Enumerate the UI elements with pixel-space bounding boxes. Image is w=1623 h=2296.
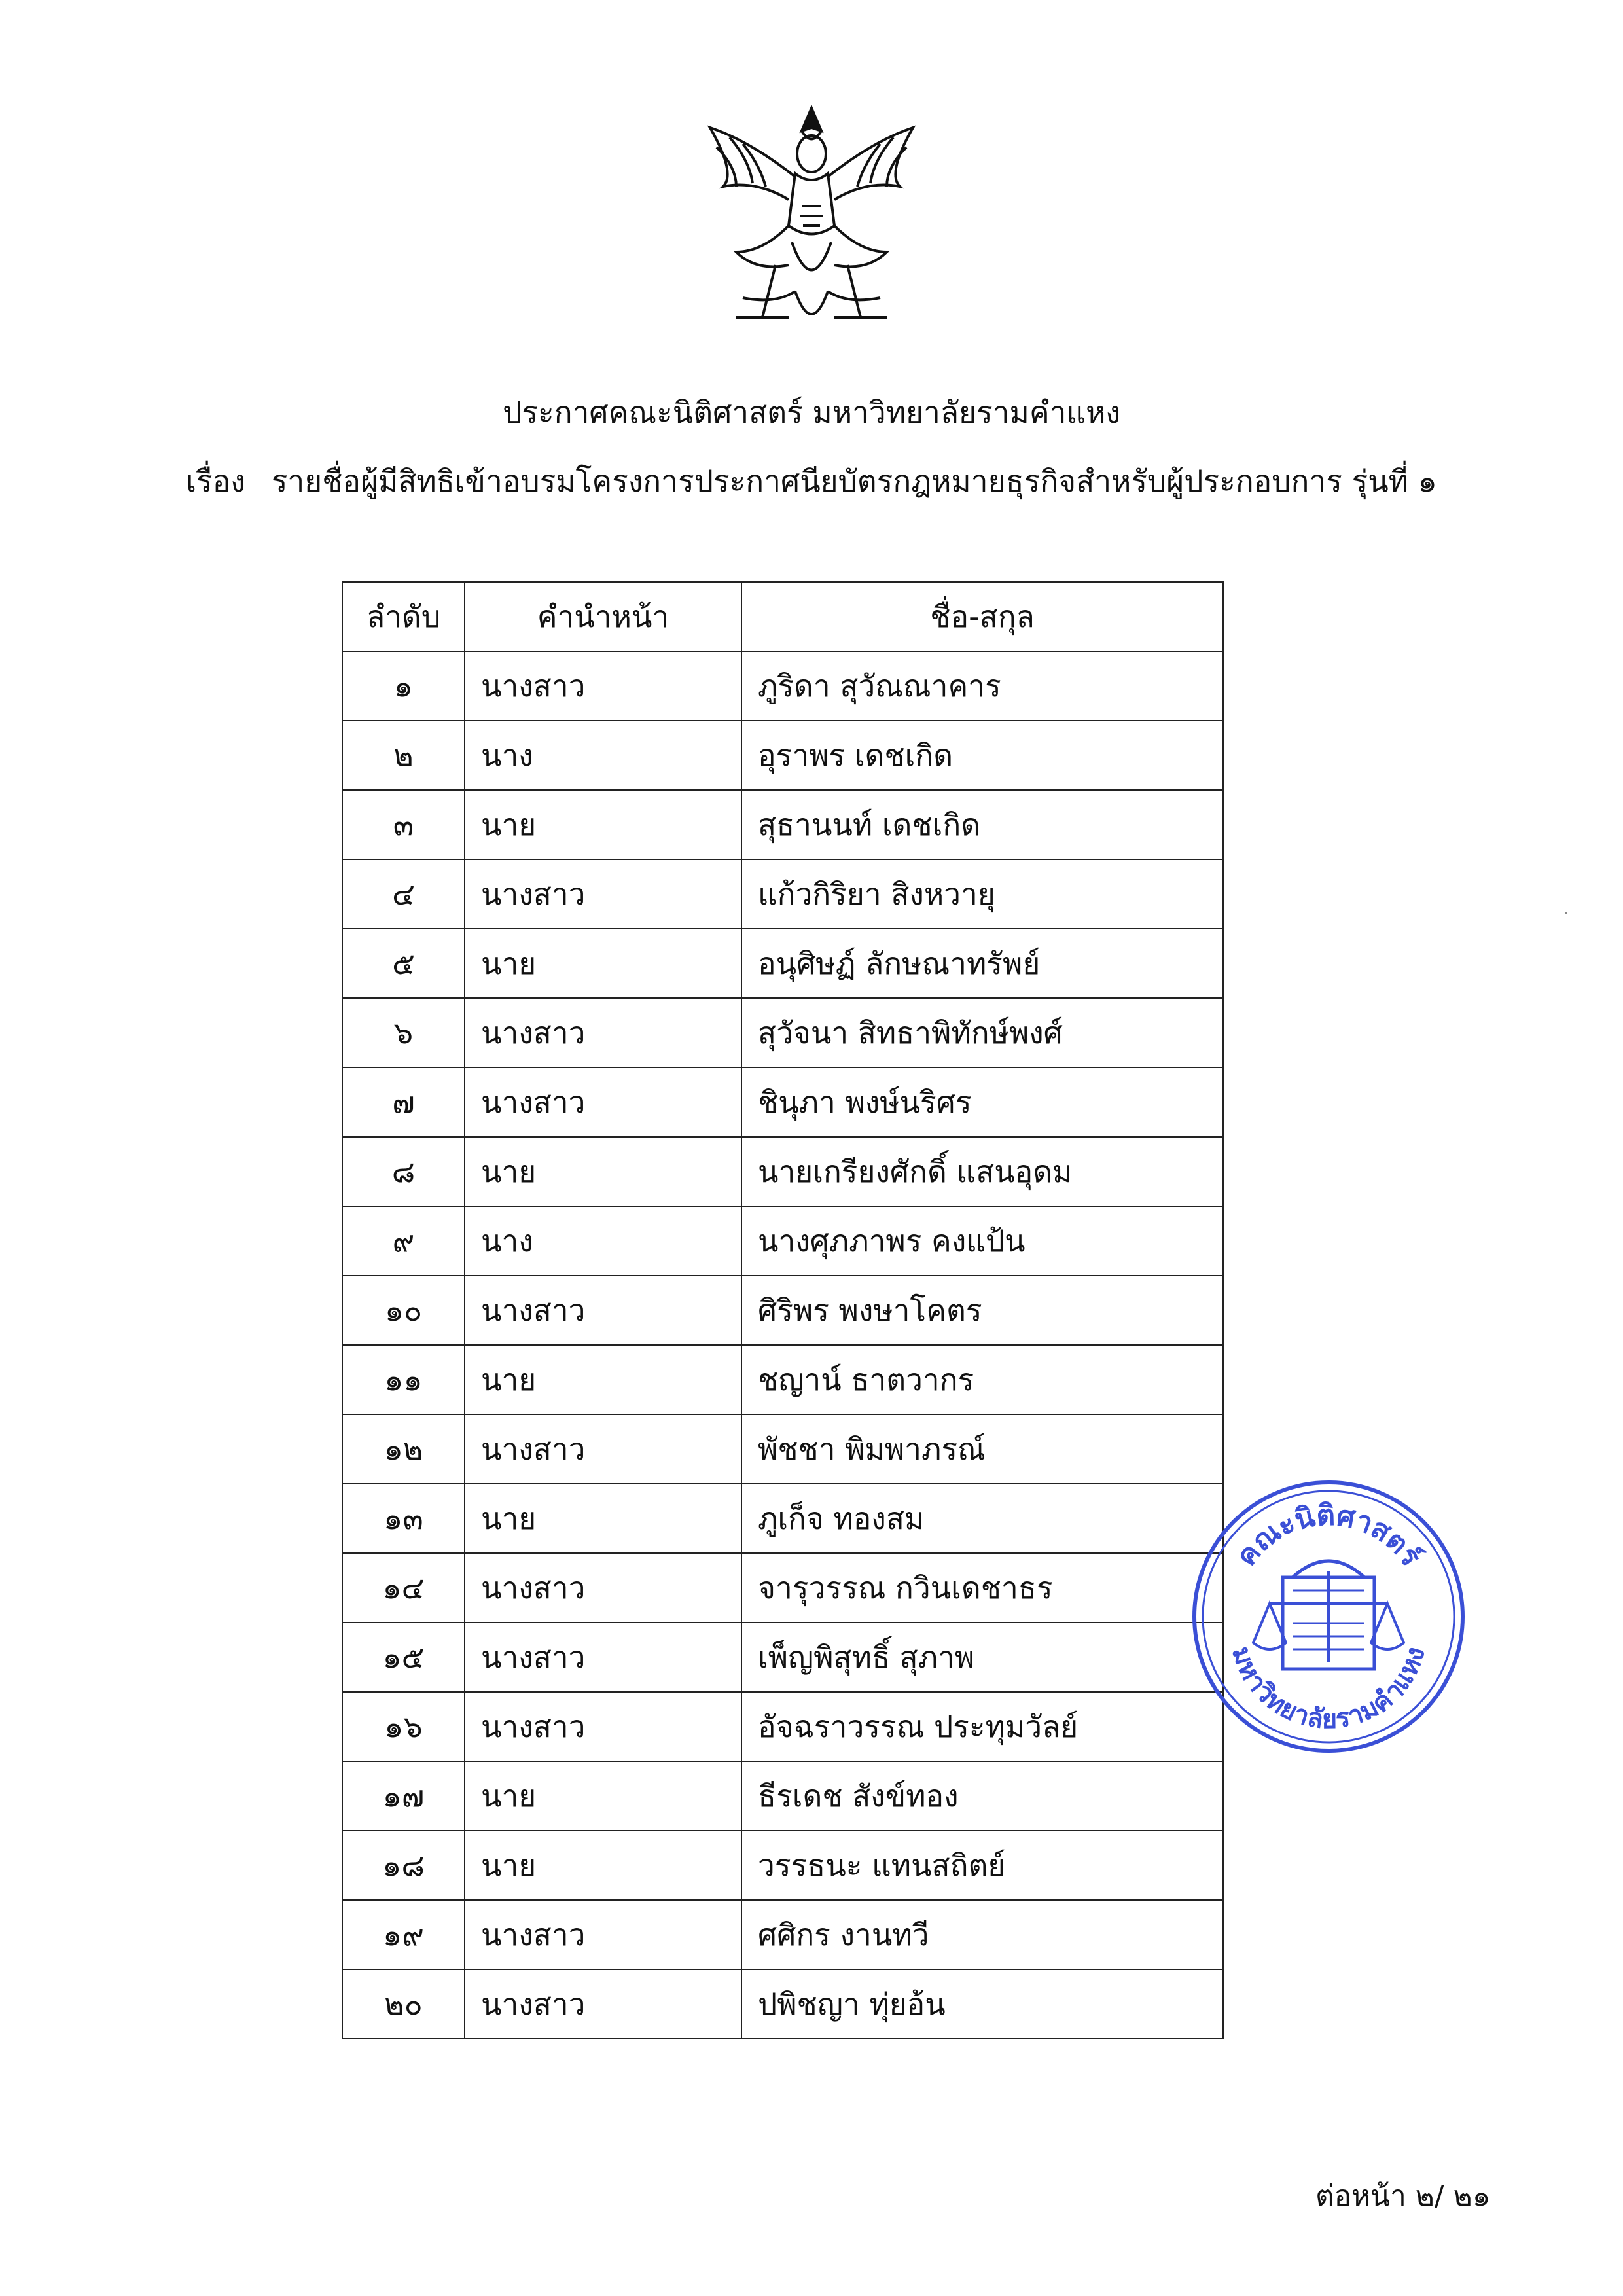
row-title: นางสาว bbox=[465, 998, 741, 1067]
row-full-name: ชญาน์ ธาตวากร bbox=[741, 1345, 1223, 1414]
row-full-name: นายเกรียงศักดิ์ แสนอุดม bbox=[741, 1137, 1223, 1206]
table-row bbox=[342, 1484, 1223, 1553]
table-header-row bbox=[342, 582, 1223, 651]
faculty-seal-stamp-icon bbox=[1178, 1466, 1479, 1767]
garuda-emblem-icon bbox=[697, 101, 926, 350]
row-title: นาย bbox=[465, 1761, 741, 1831]
row-title: นาง bbox=[465, 1206, 741, 1276]
table-row bbox=[342, 790, 1223, 859]
row-title: นางสาว bbox=[465, 1276, 741, 1345]
row-number: ๖ bbox=[342, 998, 465, 1067]
row-title: นางสาว bbox=[465, 1900, 741, 1969]
row-number: ๑๓ bbox=[342, 1484, 465, 1553]
row-full-name: ชินุภา พงษ์นริศร bbox=[741, 1067, 1223, 1137]
row-title: นางสาว bbox=[465, 1623, 741, 1692]
row-full-name: พัชชา พิมพาภรณ์ bbox=[741, 1414, 1223, 1484]
row-full-name: วรรธนะ แทนสถิตย์ bbox=[741, 1831, 1223, 1900]
row-title: นางสาว bbox=[465, 1067, 741, 1137]
row-number: ๕ bbox=[342, 929, 465, 998]
table-row bbox=[342, 1414, 1223, 1484]
row-number: ๑๕ bbox=[342, 1623, 465, 1692]
row-number: ๓ bbox=[342, 790, 465, 859]
table-row bbox=[342, 1276, 1223, 1345]
subject-label: เรื่อง bbox=[186, 463, 245, 499]
table-row bbox=[342, 721, 1223, 790]
row-number: ๑ bbox=[342, 651, 465, 721]
column-header-no: ลำดับ bbox=[342, 582, 465, 651]
announcement-title: ประกาศคณะนิติศาสตร์ มหาวิทยาลัยรามคำแหง bbox=[503, 395, 1120, 430]
table-row bbox=[342, 1761, 1223, 1831]
row-full-name: สุวัจนา สิทธาพิทักษ์พงศ์ bbox=[741, 998, 1223, 1067]
row-number: ๒๐ bbox=[342, 1969, 465, 2039]
table-row bbox=[342, 1831, 1223, 1900]
row-full-name: อุราพร เดชเกิด bbox=[741, 721, 1223, 790]
stamp-bottom-text: มหาวิทยาลัยรามคำแหง bbox=[1226, 1643, 1431, 1735]
row-number: ๑๒ bbox=[342, 1414, 465, 1484]
column-header-name: ชื่อ-สกุล bbox=[741, 582, 1223, 651]
row-number: ๒ bbox=[342, 721, 465, 790]
row-number: ๑๑ bbox=[342, 1345, 465, 1414]
row-title: นางสาว bbox=[465, 1414, 741, 1484]
row-full-name: สุธานนท์ เดชเกิด bbox=[741, 790, 1223, 859]
row-number: ๑๗ bbox=[342, 1761, 465, 1831]
row-full-name: ธีรเดช สังข์ทอง bbox=[741, 1761, 1223, 1831]
row-title: นาย bbox=[465, 929, 741, 998]
roster-table bbox=[342, 581, 1224, 2039]
row-number: ๔ bbox=[342, 859, 465, 929]
row-title: นางสาว bbox=[465, 651, 741, 721]
announcement-subject bbox=[0, 461, 1623, 501]
column-header-title: คำนำหน้า bbox=[465, 582, 741, 651]
table-row bbox=[342, 1345, 1223, 1414]
row-title: นาย bbox=[465, 1137, 741, 1206]
row-title: นางสาว bbox=[465, 859, 741, 929]
row-full-name: แก้วกิริยา สิงหวายุ bbox=[741, 859, 1223, 929]
row-full-name: ศศิกร งานทวี bbox=[741, 1900, 1223, 1969]
table-row bbox=[342, 1692, 1223, 1761]
table-row bbox=[342, 859, 1223, 929]
table-row bbox=[342, 651, 1223, 721]
row-number: ๘ bbox=[342, 1137, 465, 1206]
roster-body bbox=[342, 651, 1223, 2039]
row-title: นางสาว bbox=[465, 1553, 741, 1623]
row-title: นาย bbox=[465, 790, 741, 859]
row-number: ๗ bbox=[342, 1067, 465, 1137]
table-row bbox=[342, 929, 1223, 998]
table-row bbox=[342, 1137, 1223, 1206]
table-row bbox=[342, 1900, 1223, 1969]
row-full-name: ภูเก็จ ทองสม bbox=[741, 1484, 1223, 1553]
row-number: ๑๘ bbox=[342, 1831, 465, 1900]
row-full-name: อนุศิษฏ์ ลักษณาทรัพย์ bbox=[741, 929, 1223, 998]
table-row bbox=[342, 1969, 1223, 2039]
row-number: ๑๙ bbox=[342, 1900, 465, 1969]
row-number: ๑๖ bbox=[342, 1692, 465, 1761]
row-full-name: นางศุภภาพร คงแป้น bbox=[741, 1206, 1223, 1276]
row-title: นางสาว bbox=[465, 1969, 741, 2039]
row-full-name: เพ็ญพิสุทธิ์ สุภาพ bbox=[741, 1623, 1223, 1692]
row-number: ๑๐ bbox=[342, 1276, 465, 1345]
stamp-top-text: คณะนิติศาสตร์ bbox=[1229, 1498, 1428, 1573]
table-row bbox=[342, 1623, 1223, 1692]
table-row bbox=[342, 998, 1223, 1067]
row-title: นาง bbox=[465, 721, 741, 790]
subject-text: รายชื่อผู้มีสิทธิเข้าอบรมโครงการประกาศนียบัตรกฎหมายธุรกิจสำหรับผู้ประกอบการ รุ่นที่ ๑ bbox=[271, 463, 1437, 499]
row-full-name: อัจฉราวรรณ ประทุมวัลย์ bbox=[741, 1692, 1223, 1761]
table-row bbox=[342, 1553, 1223, 1623]
scan-speck bbox=[1565, 912, 1567, 914]
row-title: นาย bbox=[465, 1831, 741, 1900]
table-row bbox=[342, 1067, 1223, 1137]
row-full-name: ปพิชญา ทุ่ยอ้น bbox=[741, 1969, 1223, 2039]
row-full-name: จารุวรรณ กวินเดชาธร bbox=[741, 1553, 1223, 1623]
row-full-name: ศิริพร พงษาโคตร bbox=[741, 1276, 1223, 1345]
row-title: นาย bbox=[465, 1345, 741, 1414]
row-title: นางสาว bbox=[465, 1692, 741, 1761]
table-row bbox=[342, 1206, 1223, 1276]
row-title: นาย bbox=[465, 1484, 741, 1553]
row-number: ๑๔ bbox=[342, 1553, 465, 1623]
row-full-name: ภูริดา สุวัณณาคาร bbox=[741, 651, 1223, 721]
continued-on-next-page: ต่อหน้า ๒/ ๒๑ bbox=[1315, 2179, 1491, 2213]
row-number: ๙ bbox=[342, 1206, 465, 1276]
